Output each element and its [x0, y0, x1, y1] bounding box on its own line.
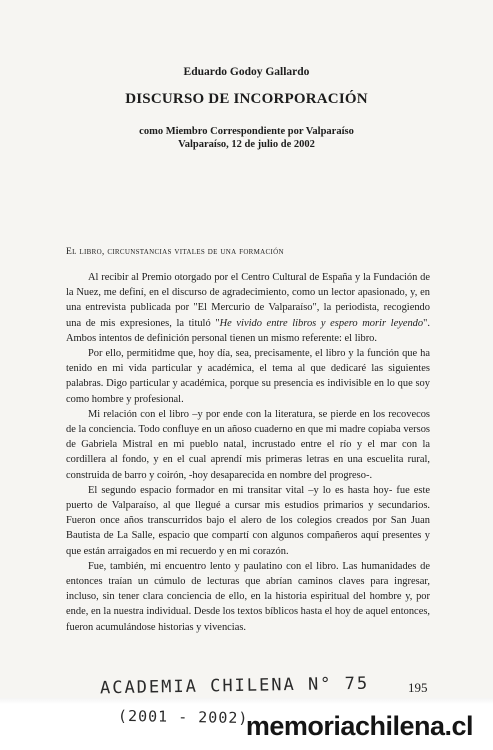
author-name: Eduardo Godoy Gallardo: [183, 66, 310, 78]
document-subtitle: [0, 125, 493, 151]
page-number: 195: [408, 680, 428, 695]
paragraph-5: Fue, también, mi encuentro lento y paulatino con el libro. Las humanidades de entonces traían un cúmulo de lecturas que abrían caminos claves para ingresar, incluso, sin tener clara conciencia de ello, en la historia espiritual del hombre y, por ende, en la nuestra individual. Desde los textos bíblicos hasta el hoy de aquel entonces, fueron acumulándose historias y vivencias.: [66, 560, 430, 633]
paragraph-3: Mi relación con el libro –y por ende con la literatura, se pierde en los recovecos de la conciencia. Todo confluye en un añoso cuaderno en que mi madre copiaba versos de Gabriela Mistral en mi pueblo natal, incrustado entre el río y el mar con la cordillera al fondo, y en el cual aprendí mis primeras letras en una escuelita rural, construida de barro y coirón, -hoy desaparecida en nombre del progreso-.: [66, 408, 430, 481]
paragraph-1: [66, 270, 430, 346]
document-title: DISCURSO DE INCORPORACIÓN: [125, 91, 368, 107]
subtitle-line-2: Valparaíso, 12 de julio de 2002: [178, 139, 315, 150]
memoriachilena-logo[interactable]: memoriachilena.cl: [245, 711, 473, 741]
paragraph-1-italic-quote: He vivido entre libros y espero morir leyendo: [219, 317, 424, 329]
section-heading: El libro, circunstancias vitales de una formación: [66, 246, 284, 257]
paragraph-1-text-a: Al recibir al Premio otorgado por el Centro Cultural de España y la Fundación de la Nuez, me definí, en el discurso de agradecimiento, como un lector apasionado, y, en una entrevista publicada por "El Mercurio de Valparaíso", la periodista, recogiendo una de mis expresiones, la tituló ": [66, 272, 430, 329]
handwritten-year-note: (2001 - 2002): [117, 706, 249, 728]
paragraph-4: El segundo espacio formador en mi transitar vital –y lo es hasta hoy- fue este puerto de Valparaíso, al que llegué a cursar mis estudios primarios y secundarios. Fueron once años transcurridos bajo el alero de los colegios creados por San Juan Bautista de La Salle, espacio que compartí con algunos compañeros aquí presentes y que están arraigados en mi recuerdo y en mi corazón.: [66, 484, 430, 557]
subtitle-line-1: como Miembro Correspondiente por Valparaíso: [139, 126, 354, 137]
handwritten-note: ACADEMIA CHILENA N° 75: [99, 673, 370, 699]
paragraph-2: Por ello, permitidme que, hoy día, sea, precisamente, el libro y la función que ha tenido en mi vida particular y académica, el tema al que dedicaré las siguientes palabras. Digo particular y académica, porque su presencia es indivisible en lo que soy como hombre y profesional.: [66, 348, 430, 405]
paragraph-1-text-b: ". Ambos intentos de definición personal tienen un mismo referente: el libro.: [66, 317, 430, 344]
body-text: [66, 270, 430, 635]
